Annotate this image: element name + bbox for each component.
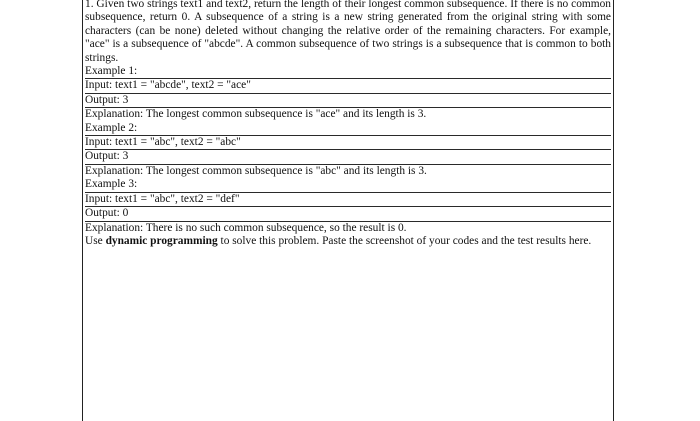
example-1-input: Input: text1 = "abcde", text2 = "ace" bbox=[85, 78, 611, 92]
answer-table-cell bbox=[82, 0, 614, 421]
example-3-explanation: Explanation: There is no such common subsequence, so the result is 0. bbox=[85, 221, 611, 235]
instruction-prefix: Use bbox=[85, 234, 106, 247]
example-2-explanation: Explanation: The longest common subsequence is "abc" and its length is 3. bbox=[85, 164, 611, 178]
instruction-line bbox=[85, 235, 611, 248]
question-content bbox=[85, 0, 611, 248]
example-1-explanation: Explanation: The longest common subsequence is "ace" and its length is 3. bbox=[85, 107, 611, 121]
instruction-emphasis: dynamic programming bbox=[105, 234, 218, 247]
example-1-title: Example 1: bbox=[85, 65, 138, 78]
example-2-input: Input: text1 = "abc", text2 = "abc" bbox=[85, 135, 611, 149]
example-1-output: Output: 3 bbox=[85, 93, 611, 107]
example-2-title: Example 2: bbox=[85, 121, 138, 134]
example-3-title: Example 3: bbox=[85, 178, 138, 191]
question-intro: 1. Given two strings text1 and text2, return the length of their longest common subsequence. If there is no common subsequence, return 0. A subsequence of a string is a new string generated from the original string with some characters (can be none) deleted without changing the relative order of the remaining characters. For example, "ace" is a subsequence of "abcde". A common subsequence of two strings is a subsequence that is common to both strings. bbox=[85, 0, 611, 64]
example-3-input: Input: text1 = "abc", text2 = "def" bbox=[85, 192, 611, 206]
example-3-output: Output: 0 bbox=[85, 206, 611, 220]
example-2-output: Output: 3 bbox=[85, 149, 611, 163]
instruction-suffix: to solve this problem. Paste the screenshot of your codes and the test results here. bbox=[217, 234, 592, 247]
